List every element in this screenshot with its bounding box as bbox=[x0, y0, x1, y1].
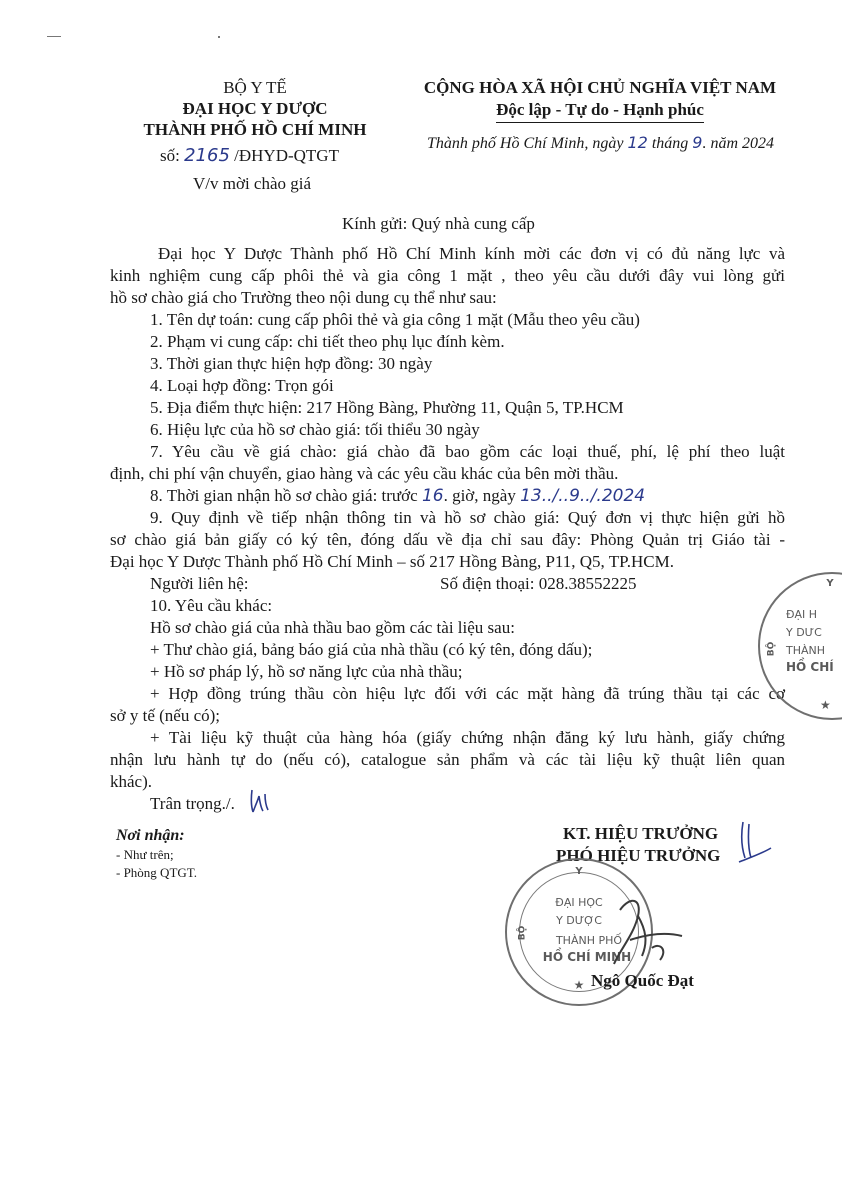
number-handwritten: 2165 bbox=[184, 145, 230, 166]
recipients-title: Nơi nhận: bbox=[116, 827, 185, 844]
edge-stamp-top-letter: Y bbox=[826, 578, 834, 589]
signature-scribble bbox=[590, 890, 690, 980]
item-10-c-line-1: + Hợp đồng trúng thầu còn hiệu lực đối với các mặt hàng đã trúng thầu tại các cơ bbox=[150, 684, 785, 703]
recipient-item-1: - Như trên; bbox=[116, 847, 174, 862]
item-9-line-1: 9. Quy định về tiếp nhận thông tin và hồ sơ chào giá: Quý đơn vị thực hiện gửi hồ bbox=[150, 508, 785, 527]
signer-name: Ngô Quốc Đạt bbox=[591, 971, 694, 990]
stamp-side-text: BỘ bbox=[517, 925, 528, 941]
item-10-d-line-2: nhận lưu hành tự do (nếu có), catalogue sản phẩm và các tài liệu kỹ thuật liên quan bbox=[110, 750, 785, 769]
item-8-prefix: 8. Thời gian nhận hồ sơ chào giá: trước bbox=[150, 486, 418, 505]
item-5: 5. Địa điểm thực hiện: 217 Hồng Bàng, Phường 11, Quận 5, TP.HCM bbox=[150, 398, 624, 417]
header-left bbox=[110, 77, 400, 140]
number-prefix: số: bbox=[160, 146, 180, 165]
edge-stamp-line-4: HỒ CHÍ bbox=[786, 660, 834, 674]
item-10: 10. Yêu cầu khác: bbox=[150, 596, 273, 615]
stamp-line-1: ĐẠI HỌC bbox=[555, 896, 603, 909]
item-9-line-3: Đại học Y Dược Thành phố Hồ Chí Minh – số 217 Hồng Bàng, P11, Q5, TP.HCM. bbox=[110, 552, 674, 571]
document-date bbox=[427, 132, 774, 155]
contact-phone: Số điện thoại: 028.38552225 bbox=[440, 574, 637, 593]
university-name-line2: THÀNH PHỐ HỒ CHÍ MINH bbox=[143, 120, 367, 139]
signature-title-2: PHÓ HIỆU TRƯỞNG bbox=[556, 846, 721, 865]
stamp-top-letter: Y bbox=[575, 866, 583, 877]
contact-person: Người liên hệ: bbox=[150, 574, 249, 593]
item-7-line-1: 7. Yêu cầu về giá chào: giá chào đã bao gồm các loại thuế, phí, lệ phí theo luật bbox=[150, 442, 785, 461]
edge-stamp-line-2: Y DƯC bbox=[786, 626, 822, 639]
item-8 bbox=[150, 485, 645, 507]
date-month: 9 bbox=[692, 133, 703, 152]
header-right bbox=[415, 77, 785, 123]
item-10-d-line-3: khác). bbox=[110, 772, 153, 791]
recipient-line: Kính gửi: Quý nhà cung cấp bbox=[342, 214, 535, 233]
stamp-line-2: Y DƯỢC bbox=[556, 914, 602, 927]
signature-title-1: KT. HIỆU TRƯỞNG bbox=[563, 824, 719, 843]
recipient-item-2: - Phòng QTGT. bbox=[116, 865, 198, 880]
item-6: 6. Hiệu lực của hồ sơ chào giá: tối thiểu 30 ngày bbox=[150, 420, 480, 439]
item-10-b: + Hồ sơ pháp lý, hồ sơ năng lực của nhà thầu; bbox=[150, 662, 463, 681]
stamp-line-3: THÀNH PHỐ bbox=[555, 934, 623, 947]
item-10-a: + Thư chào giá, bảng báo giá của nhà thầu (có ký tên, đóng dấu); bbox=[150, 640, 593, 659]
intro-line-1: Đại học Y Dược Thành phố Hồ Chí Minh kính mời các đơn vị có đủ năng lực và bbox=[158, 244, 785, 263]
edge-stamp-line-1: ĐẠI H bbox=[786, 608, 818, 621]
scan-speck bbox=[218, 36, 220, 38]
document-subject: V/v mời chào giá bbox=[193, 174, 312, 193]
stamp-star-icon: ★ bbox=[573, 978, 585, 992]
ministry-name: BỘ Y TẾ bbox=[223, 78, 287, 97]
item-8-date: 13../..9../.2024 bbox=[520, 486, 646, 506]
signature-tick-mark bbox=[735, 818, 775, 868]
recipients-list bbox=[116, 846, 197, 882]
university-name-line1: ĐẠI HỌC Y DƯỢC bbox=[182, 99, 328, 118]
document-number bbox=[160, 145, 339, 167]
item-9-line-2: sơ chào giá bản giấy có ký tên, đóng dấu về địa chỉ sau đây: Phòng Quản trị Giáo tài - bbox=[110, 530, 785, 549]
item-3: 3. Thời gian thực hiện hợp đồng: 30 ngày bbox=[150, 354, 433, 373]
closing: Trân trọng./. bbox=[150, 794, 235, 813]
intro-line-3: hồ sơ chào giá cho Trường theo nội dung cụ thể như sau: bbox=[110, 288, 497, 307]
item-10-c-line-2: sở y tế (nếu có); bbox=[110, 706, 221, 725]
scan-speck bbox=[47, 36, 61, 37]
item-7-line-2: định, chi phí vận chuyển, giao hàng và các yêu cầu khác của bên mời thầu. bbox=[110, 464, 619, 483]
initials-mark bbox=[247, 786, 277, 816]
date-day: 12 bbox=[627, 133, 648, 152]
date-month-label: tháng bbox=[651, 135, 689, 152]
item-8-mid: . giờ, ngày bbox=[443, 486, 516, 505]
motto: Độc lập - Tự do - Hạnh phúc bbox=[496, 99, 704, 123]
date-year: . năm 2024 bbox=[702, 135, 775, 152]
edge-stamp-star-icon: ★ bbox=[820, 698, 831, 712]
intro-line-2: kinh nghiệm cung cấp phôi thẻ và gia công 1 mặt , theo yêu cầu dưới đây vui lòng gửi bbox=[110, 266, 785, 285]
number-suffix: /ĐHYD-QTGT bbox=[234, 146, 339, 165]
item-2: 2. Phạm vi cung cấp: chi tiết theo phụ lục đính kèm. bbox=[150, 332, 505, 351]
edge-stamp-side-text: BỘ bbox=[766, 641, 777, 657]
item-10-intro: Hồ sơ chào giá của nhà thầu bao gồm các tài liệu sau: bbox=[150, 618, 515, 637]
nation-title: CỘNG HÒA XÃ HỘI CHỦ NGHĨA VIỆT NAM bbox=[423, 78, 777, 97]
item-4: 4. Loại hợp đồng: Trọn gói bbox=[150, 376, 334, 395]
date-prefix: Thành phố Hồ Chí Minh, ngày bbox=[427, 135, 624, 152]
edge-stamp-line-3: THÀNH bbox=[786, 644, 826, 657]
item-1: 1. Tên dự toán: cung cấp phôi thẻ và gia công 1 mặt (Mẫu theo yêu cầu) bbox=[150, 310, 640, 329]
item-10-d-line-1: + Tài liệu kỹ thuật của hàng hóa (giấy chứng nhận đăng ký lưu hành, giấy chứng bbox=[150, 728, 785, 747]
stamp-line-4: HỒ CHÍ MINH bbox=[542, 950, 632, 964]
item-8-hour: 16 bbox=[421, 486, 444, 506]
